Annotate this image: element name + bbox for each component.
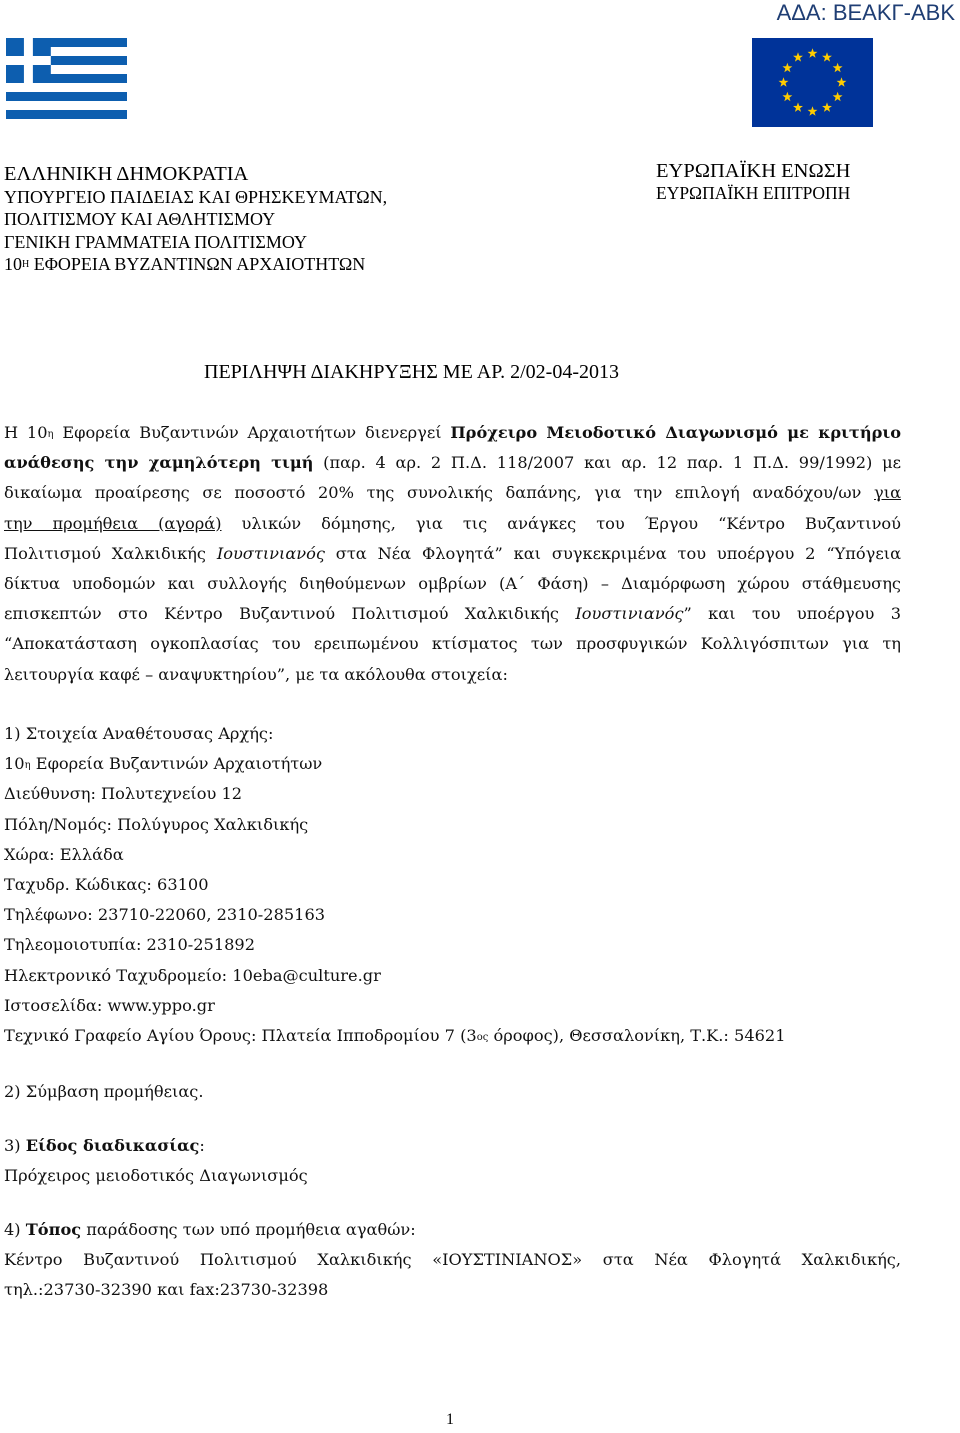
phone-line: Τηλέφωνο: 23710-22060, 2310-285163 bbox=[4, 905, 326, 925]
eu-flag-icon bbox=[752, 38, 873, 127]
intro-line: Πολιτισμού Χαλκιδικής Ιουστινιανός στα Νέα Φλογητά” και συγκεκριμένα του υποέργου 2 “Υπόγεια bbox=[4, 543, 902, 563]
section-heading: 2) Σύμβαση προμήθειας. bbox=[4, 1082, 204, 1101]
delivery-address-line: Κέντρο Βυζαντινού Πολιτισμού Χαλκιδικής «ΙΟΥΣΤΙΝΙΑΝΟΣ» στα Νέα Φλογητά Χαλκιδικής, bbox=[4, 1250, 901, 1270]
section-heading: 3) Είδος διαδικασίας: bbox=[4, 1136, 205, 1155]
issuer-header bbox=[4, 163, 387, 276]
intro-line: λειτουργία καφέ – αναψυκτηρίου”, με τα ακόλουθα στοιχεία: bbox=[4, 664, 508, 684]
email-line: Ηλεκτρονικό Ταχυδρομείο: 10eba@culture.gr bbox=[4, 965, 381, 985]
section-heading: 4) Τόπος παράδοσης των υπό προμήθεια αγαθών: bbox=[4, 1220, 416, 1239]
ministry-line-2: ΠΟΛΙΤΙΣΜΟΥ ΚΑΙ ΑΘΛΗΤΙΣΜΟΥ bbox=[4, 209, 276, 229]
page-number: 1 bbox=[446, 1411, 454, 1428]
ministry-line: ΥΠΟΥΡΓΕΙΟ ΠΑΙΔΕΙΑΣ ΚΑΙ ΘΡΗΣΚΕΥΜΑΤΩΝ, bbox=[4, 186, 388, 207]
intro-line: επισκεπτών στο Κέντρο Βυζαντινού Πολιτισμού Χαλκιδικής Ιουστινιανός” και του υποέργου 3 bbox=[4, 604, 902, 624]
postal-code-line: Ταχυδρ. Κώδικας: 63100 bbox=[4, 874, 209, 894]
fax-line: Τηλεομοιοτυπία: 2310-251892 bbox=[4, 935, 256, 955]
eu-union-title: ΕΥΡΩΠΑΪΚΗ ΕΝΩΣΗ bbox=[656, 160, 851, 182]
section-contracting-authority bbox=[4, 719, 786, 1051]
city-line: Πόλη/Νομός: Πολύγυρος Χαλκιδικής bbox=[4, 814, 309, 834]
website-line: Ιστοσελίδα: www.yppo.gr bbox=[4, 995, 215, 1015]
section-procedure-type bbox=[4, 1131, 308, 1191]
ephorate-line: $10^H$ ΕΦΟΡΕΙΑ ΒΥΖΑΝΤΙΝΩΝ ΑΡΧΑΙΟΤΗΤΩΝ bbox=[4, 254, 366, 274]
eu-commission-title: ΕΥΡΩΠΑΪΚΗ ΕΠΙΤΡΟΠΗ bbox=[656, 183, 851, 203]
ada-code: ΑΔΑ: ΒΕΑΚΓ-ΑΒΚ bbox=[776, 0, 955, 25]
intro-line: “Αποκατάσταση ογκοπλασίας του ερειπωμένου κτίσματος των προσφυγικών Κολλιγόσπιτων για τη bbox=[4, 634, 901, 654]
secretariat-line: ΓΕΝΙΚΗ ΓΡΑΜΜΑΤΕΙΑ ΠΟΛΙΤΙΣΜΟΥ bbox=[4, 231, 307, 252]
intro-line: δικαίωμα προαίρεσης σε ποσοστό 20% της συνολικής δαπάνης, για την επιλογή αναδόχου/ων για bbox=[4, 483, 901, 503]
technical-office-line: Τεχνικό Γραφείο Αγίου Όρους: Πλατεία Ιπποδρομίου 7 ($3^{o\varsigma}$ όροφος), Θεσσαλονίκη, Τ.Κ.: 54621 bbox=[4, 1025, 786, 1045]
address-line: Διεύθυνση: Πολυτεχνείου 12 bbox=[4, 784, 243, 804]
republic-title: ΕΛΛΗΝΙΚΗ ΔΗΜΟΚΡΑΤΙΑ bbox=[4, 163, 249, 185]
section-heading: 1) Στοιχεία Αναθέτουσας Αρχής: bbox=[4, 724, 274, 743]
delivery-contact-line: τηλ.:23730-32390 και fax:23730-32398 bbox=[4, 1280, 329, 1300]
intro-line: την προμήθεια (αγορά) υλικών δόμησης, για τις ανάγκες του Έργου “Κέντρο Βυζαντινού bbox=[4, 513, 902, 533]
greek-flag-icon bbox=[6, 38, 127, 119]
agency-name: $10^\eta$ Εφορεία Βυζαντινών Αρχαιοτήτων bbox=[4, 754, 323, 774]
intro-paragraph bbox=[4, 418, 901, 690]
procedure-value: Πρόχειρος μειοδοτικός Διαγωνισμός bbox=[4, 1166, 308, 1186]
section-delivery-place bbox=[4, 1215, 901, 1306]
eu-header bbox=[656, 160, 850, 204]
intro-line: δίκτυα υποδομών και συλλογής διηθούμενων ομβρίων (Α΄ Φάση) – Διαμόρφωση χώρου στάθμευσης bbox=[4, 573, 901, 593]
document-title: ΠΕΡΙΛΗΨΗ ΔΙΑΚΗΡΥΞΗΣ ΜΕ ΑΡ. 2/02-04-2013 bbox=[204, 361, 619, 383]
country-line: Χώρα: Ελλάδα bbox=[4, 844, 124, 864]
section-contract-type bbox=[4, 1077, 204, 1107]
intro-line: Η $10^\eta$ Εφορεία Βυζαντινών Αρχαιοτήτων διενεργεί Πρόχειρο Μειοδοτικό Διαγωνισμό με κριτήριο bbox=[4, 423, 901, 442]
intro-line: ανάθεσης την χαμηλότερη τιμή (παρ. 4 αρ. 2 Π.Δ. 118/2007 και αρ. 12 παρ. 1 Π.Δ. 99/1992) με bbox=[4, 453, 901, 473]
